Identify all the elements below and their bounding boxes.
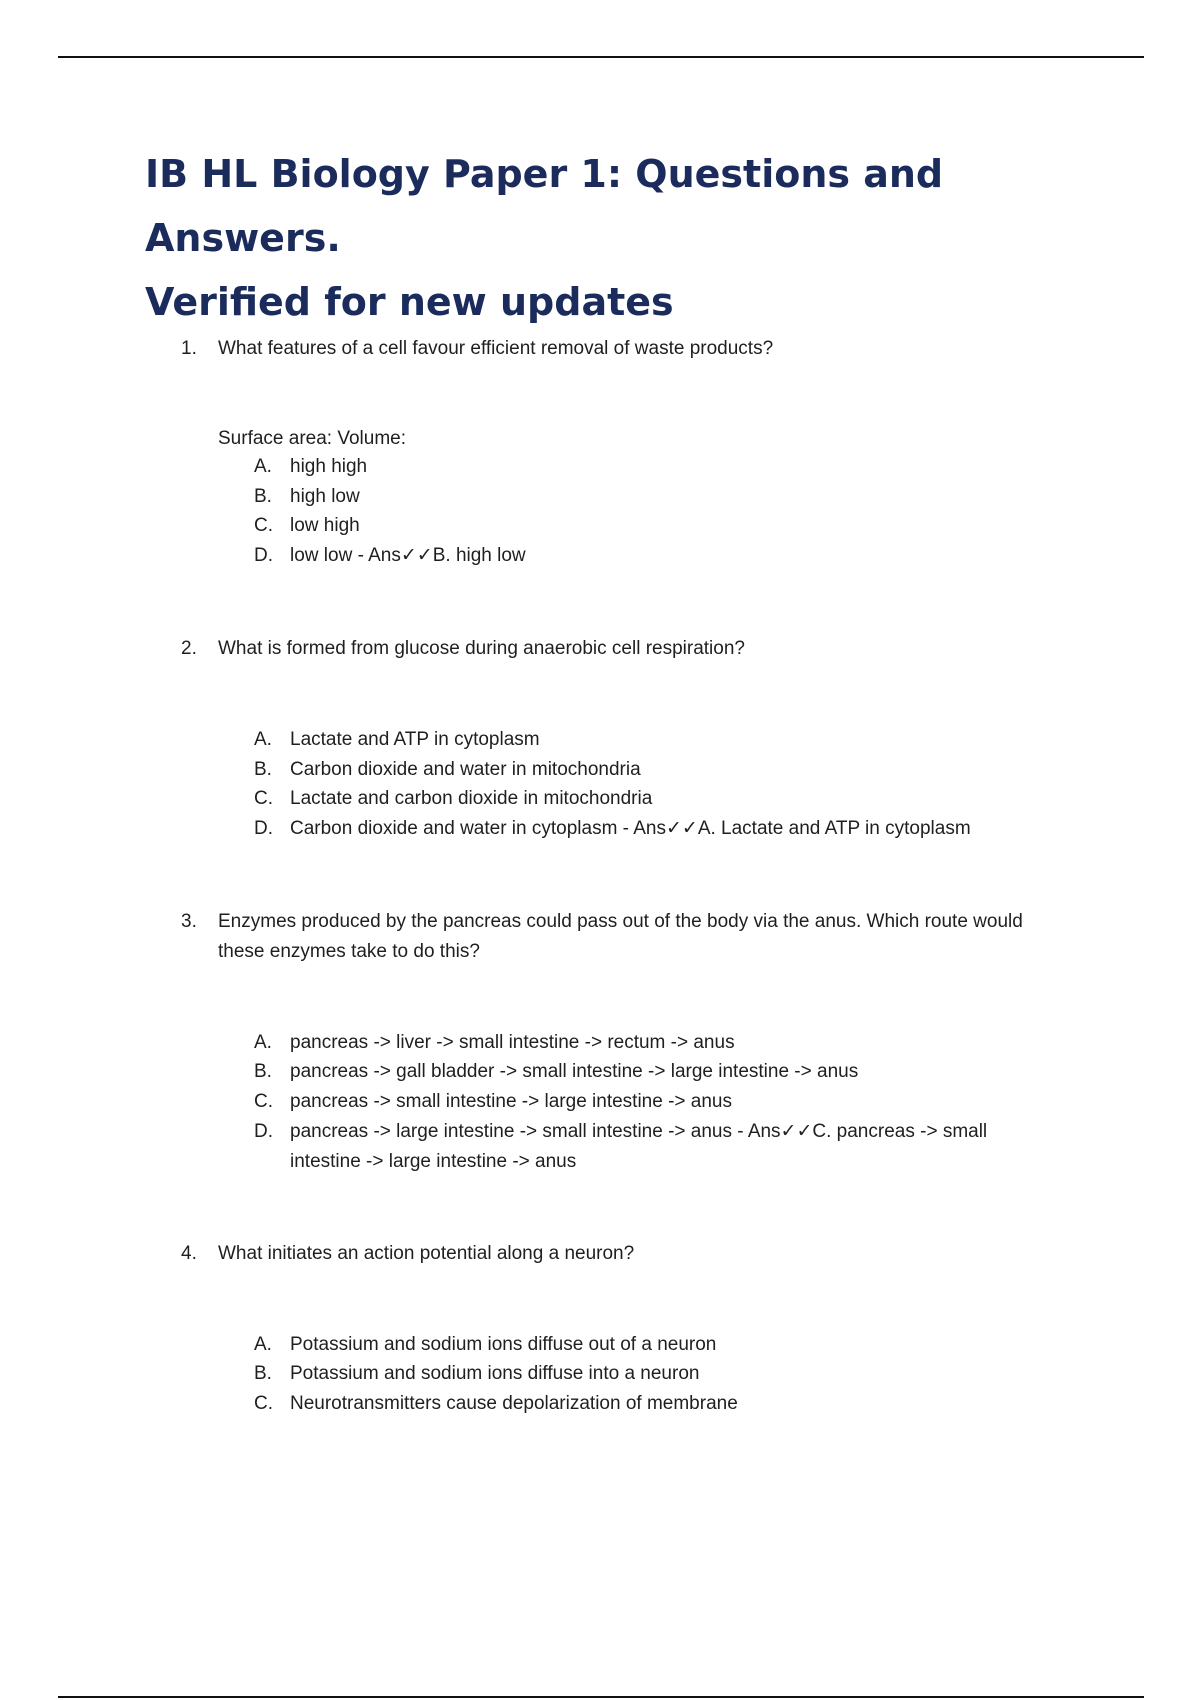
option-d-continued: intestine -> large intestine -> anus: [290, 1151, 577, 1172]
option-text: pancreas -> gall bladder -> small intestine -> large intestine -> anus: [290, 1061, 859, 1082]
option-text: pancreas -> liver -> small intestine -> rectum -> anus: [290, 1032, 735, 1053]
option-text: Neurotransmitters cause depolarization of membrane: [290, 1393, 738, 1414]
option-letter: A.: [254, 456, 272, 477]
option-text: Carbon dioxide and water in cytoplasm - Ans✓✓A. Lactate and ATP in cytoplasm: [290, 818, 971, 839]
option-text: Lactate and carbon dioxide in mitochondria: [290, 788, 653, 809]
option-letter: B.: [254, 486, 272, 507]
top-rule: [58, 56, 1144, 58]
option-letter: C.: [254, 788, 273, 809]
option-letter: D.: [254, 1121, 273, 1142]
option-letter: B.: [254, 1363, 272, 1384]
option-text: Potassium and sodium ions diffuse into a neuron: [290, 1363, 700, 1384]
title-line-2: Verified for new updates: [145, 280, 674, 324]
option-letter: A.: [254, 1334, 272, 1355]
question-number: 1.: [181, 338, 197, 359]
option-text: high high: [290, 456, 368, 477]
option-letter: A.: [254, 729, 272, 750]
option-text: pancreas -> small intestine -> large intestine -> anus: [290, 1091, 732, 1112]
question-text: What initiates an action potential along a neuron?: [218, 1243, 635, 1264]
question-text-continued: these enzymes take to do this?: [218, 941, 480, 962]
option-letter: B.: [254, 759, 272, 780]
option-text: low high: [290, 515, 360, 536]
option-letter: C.: [254, 1091, 273, 1112]
option-text: Potassium and sodium ions diffuse out of a neuron: [290, 1334, 717, 1355]
question-subheading: Surface area: Volume:: [218, 428, 406, 449]
question-number: 3.: [181, 911, 197, 932]
question-number: 4.: [181, 1243, 197, 1264]
question-text: What is formed from glucose during anaerobic cell respiration?: [218, 638, 745, 659]
option-text: Lactate and ATP in cytoplasm: [290, 729, 540, 750]
option-letter: C.: [254, 1393, 273, 1414]
question-text: What features of a cell favour efficient removal of waste products?: [218, 338, 774, 359]
question-number: 2.: [181, 638, 197, 659]
option-letter: C.: [254, 515, 273, 536]
option-text: low low - Ans✓✓B. high low: [290, 545, 526, 566]
option-letter: B.: [254, 1061, 272, 1082]
title-line-1: IB HL Biology Paper 1: Questions and Answers.: [145, 152, 944, 260]
option-text: Carbon dioxide and water in mitochondria: [290, 759, 641, 780]
question-text: Enzymes produced by the pancreas could pass out of the body via the anus. Which route would: [218, 911, 1023, 932]
option-text: high low: [290, 486, 360, 507]
bottom-rule: [58, 1696, 1144, 1698]
option-letter: A.: [254, 1032, 272, 1053]
option-text: pancreas -> large intestine -> small intestine -> anus - Ans✓✓C. pancreas -> small: [290, 1121, 988, 1142]
option-letter: D.: [254, 818, 273, 839]
option-letter: D.: [254, 545, 273, 566]
page-title: [145, 142, 1145, 334]
